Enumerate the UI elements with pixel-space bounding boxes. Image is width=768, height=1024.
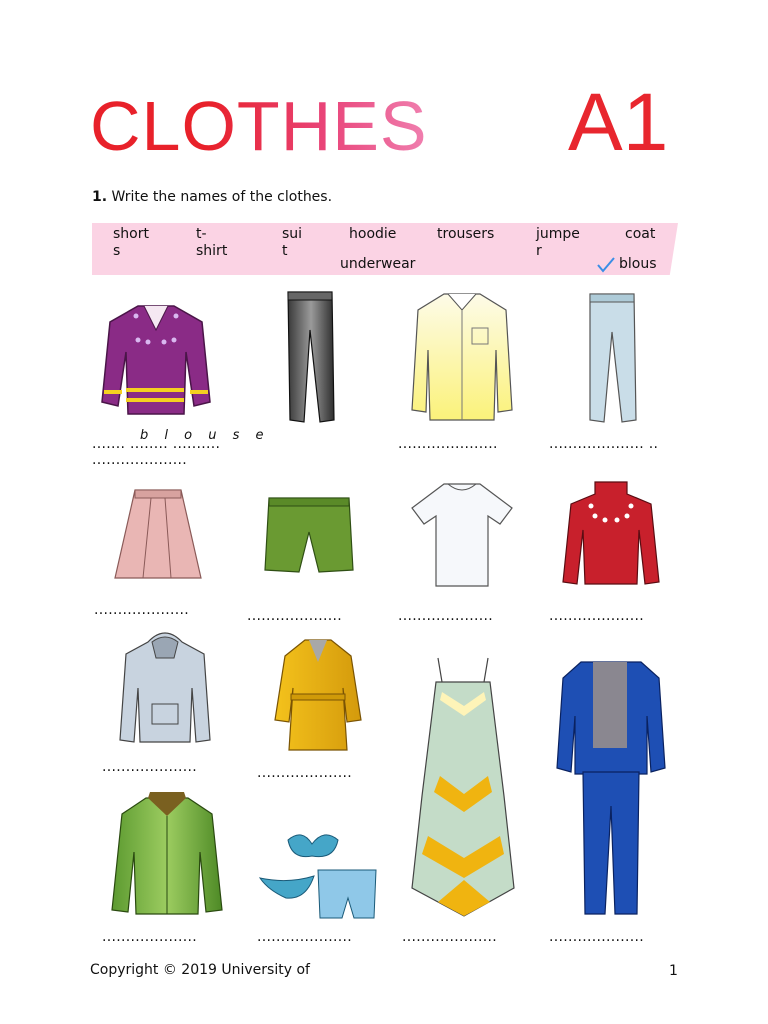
word-trousers: trousers [437, 226, 495, 242]
jacket-image [108, 792, 226, 918]
word-tshirt: t- shirt [196, 226, 228, 259]
jeans-image [586, 292, 638, 424]
word-jumper: jumpe r [536, 226, 580, 259]
shirt-image [408, 290, 516, 424]
instruction [92, 189, 332, 205]
instruction-text: Write the names of the clothes. [111, 189, 333, 205]
shorts-image [263, 494, 355, 576]
checkmark-icon [596, 256, 616, 274]
suit-image [555, 656, 667, 918]
answer-line-11: .................... [102, 929, 198, 945]
answer-line-8: .................... [549, 608, 645, 624]
skirt-image [113, 486, 203, 582]
answer-line-12: .................... [257, 929, 353, 945]
answer-line-7: .................... [398, 608, 494, 624]
word-blouse: blous [619, 256, 657, 272]
answer-line-10: .................... [257, 765, 353, 781]
word-suit: sui t [282, 226, 303, 259]
underwear-image [258, 824, 380, 920]
answer-line-4: .................... .. [549, 436, 659, 452]
dress-image [408, 656, 518, 918]
instruction-number: 1. [92, 189, 108, 205]
answer-line-6: .................... [247, 608, 343, 624]
answer-line-13: .................... [402, 929, 498, 945]
word-shorts: short s [113, 226, 149, 259]
answer-line-1-wrap: .................... [92, 452, 188, 468]
hoodie-image [118, 628, 212, 746]
page-title: CLOTHES [90, 87, 428, 165]
answer-line-5: .................... [94, 602, 190, 618]
word-coat: coat [625, 226, 656, 242]
answer-line-1: ....... ........ .......... [92, 436, 221, 452]
answer-line-14: .................... [549, 929, 645, 945]
word-underwear: underwear [340, 256, 416, 272]
answer-line-3: ..................... [398, 436, 498, 452]
example-answer: b l o u s e [140, 428, 270, 443]
page-number: 1 [669, 963, 678, 979]
level-label: A1 [568, 77, 669, 168]
word-hoodie: hoodie [349, 226, 397, 242]
coat-image [271, 636, 365, 754]
jumper-image [561, 480, 661, 588]
tshirt-image [408, 480, 516, 590]
answer-line-9: .................... [102, 759, 198, 775]
trousers-image [282, 290, 338, 424]
blouse-image [98, 302, 214, 420]
copyright-text: Copyright © 2019 University of [90, 962, 310, 978]
